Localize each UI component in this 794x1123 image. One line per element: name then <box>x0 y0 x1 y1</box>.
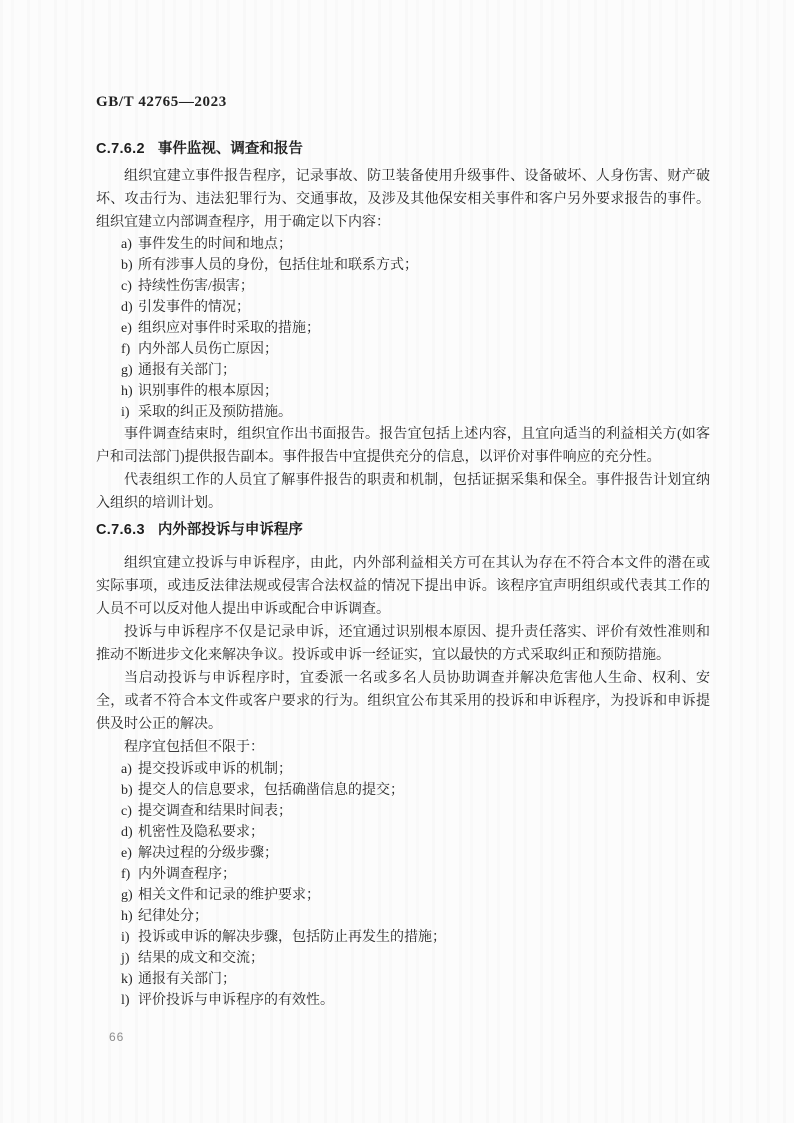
section-c-7-6-3 <box>96 521 710 1011</box>
list-item <box>96 801 710 822</box>
item-text: 提交调查和结果时间表； <box>138 804 292 819</box>
item-label: i) <box>121 405 130 420</box>
list-item <box>96 906 710 927</box>
item-text: 引发事件的情况； <box>138 300 250 315</box>
clause-list <box>96 234 710 423</box>
item-label: b) <box>121 258 133 273</box>
paragraph: 代表组织工作的人员宜了解事件报告的职责和机制，包括证据采集和保全。事件报告计划宜纳入组织的培训计划。 <box>96 473 710 511</box>
item-label: c) <box>121 804 132 819</box>
item-text: 通报有关部门； <box>138 363 236 378</box>
clause-number: C.7.6.3 <box>96 522 145 538</box>
item-text: 投诉或申诉的解决步骤，包括防止再发生的措施； <box>138 930 446 945</box>
item-label: c) <box>121 279 132 294</box>
item-label: h) <box>121 384 133 399</box>
list-item <box>96 969 710 990</box>
paragraph: 投诉与申诉程序不仅是记录申诉，还宜通过识别根本原因、提升责任落实、评价有效性准则和推动不断进步文化来解决争议。投诉或申诉一经证实，宜以最快的方式采取纠正和预防措施。 <box>96 625 710 663</box>
list-item <box>96 990 710 1011</box>
item-label: i) <box>121 930 130 945</box>
list-item <box>96 381 710 402</box>
item-text: 纪律处分； <box>138 909 208 924</box>
list-item <box>96 339 710 360</box>
item-text: 识别事件的根本原因； <box>138 384 278 399</box>
list-item <box>96 255 710 276</box>
clause-title: 内外部投诉与申诉程序 <box>157 522 303 538</box>
item-label: g) <box>121 888 133 903</box>
list-item <box>96 822 710 843</box>
item-text: 内外部人员伤亡原因； <box>138 342 278 357</box>
item-text: 事件发生的时间和地点； <box>138 237 292 252</box>
item-label: e) <box>121 321 132 336</box>
item-text: 内外调查程序； <box>138 867 236 882</box>
list-item <box>96 276 710 297</box>
item-label: f) <box>121 342 131 357</box>
item-label: h) <box>121 909 133 924</box>
list-item <box>96 297 710 318</box>
list-item <box>96 948 710 969</box>
paragraph: 组织宜建立事件报告程序，记录事故、防卫装备使用升级事件、设备破坏、人身伤害、财产破坏、攻击行为、违法犯罪行为、交通事故，及涉及其他保安相关事件和客户另外要求报告的事件。组织宜建立内部调查程序，用于确定以下内容： <box>96 169 710 230</box>
item-label: g) <box>121 363 133 378</box>
clause-number: C.7.6.2 <box>96 141 145 157</box>
item-text: 提交人的信息要求，包括确凿信息的提交； <box>138 783 404 798</box>
section-c-7-6-2 <box>96 140 710 515</box>
list-item <box>96 843 710 864</box>
list-item <box>96 780 710 801</box>
item-text: 评价投诉与申诉程序的有效性。 <box>138 993 334 1008</box>
clause-heading <box>96 140 710 158</box>
item-text: 机密性及隐私要求； <box>138 825 264 840</box>
clause-heading <box>96 521 710 539</box>
page-number: 66 <box>109 1030 125 1044</box>
list-item <box>96 360 710 381</box>
item-label: k) <box>121 972 133 987</box>
item-text: 提交投诉或申诉的机制； <box>138 762 292 777</box>
paragraph: 组织宜建立投诉与申诉程序，由此，内外部利益相关方可在其认为存在不符合本文件的潜在或实际事项，或违反法律法规或侵害合法权益的情况下提出申诉。该程序宜声明组织或代表其工作的人员不可以反对他人提出申诉或配合申诉调查。 <box>96 556 710 617</box>
item-label: d) <box>121 300 133 315</box>
item-label: l) <box>121 993 130 1008</box>
item-text: 相关文件和记录的维护要求； <box>138 888 320 903</box>
list-item <box>96 318 710 339</box>
item-label: f) <box>121 867 131 882</box>
paragraph: 当启动投诉与申诉程序时，宜委派一名或多名人员协助调查并解决危害他人生命、权利、安全，或者不符合本文件或客户要求的行为。组织宜公布其采用的投诉和申诉程序，为投诉和申诉提供及时公正的解决。 <box>96 671 710 732</box>
item-text: 采取的纠正及预防措施。 <box>138 405 292 420</box>
item-text: 所有涉事人员的身份，包括住址和联系方式； <box>138 258 418 273</box>
paragraph: 事件调查结束时，组织宜作出书面报告。报告宜包括上述内容，且宜向适当的利益相关方(如客户和司法部门)提供报告副本。事件报告中宜提供充分的信息，以评价对事件响应的充分性。 <box>96 427 710 465</box>
list-item <box>96 864 710 885</box>
paragraph: 程序宜包括但不限于： <box>124 740 264 755</box>
list-item <box>96 402 710 423</box>
standard-number: GB/T 42765—2023 <box>96 94 227 110</box>
clause-list <box>96 759 710 1011</box>
list-item <box>96 885 710 906</box>
list-item <box>96 234 710 255</box>
item-label: e) <box>121 846 132 861</box>
item-label: a) <box>121 237 132 252</box>
item-text: 解决过程的分级步骤； <box>138 846 278 861</box>
item-label: d) <box>121 825 133 840</box>
item-text: 持续性伤害/损害； <box>138 279 254 294</box>
item-text: 组织应对事件时采取的措施； <box>138 321 320 336</box>
item-label: a) <box>121 762 132 777</box>
item-text: 结果的成文和交流； <box>138 951 264 966</box>
item-text: 通报有关部门； <box>138 972 236 987</box>
list-item <box>96 759 710 780</box>
clause-title: 事件监视、调查和报告 <box>157 141 303 157</box>
item-label: j) <box>121 951 130 966</box>
item-label: b) <box>121 783 133 798</box>
list-item <box>96 927 710 948</box>
